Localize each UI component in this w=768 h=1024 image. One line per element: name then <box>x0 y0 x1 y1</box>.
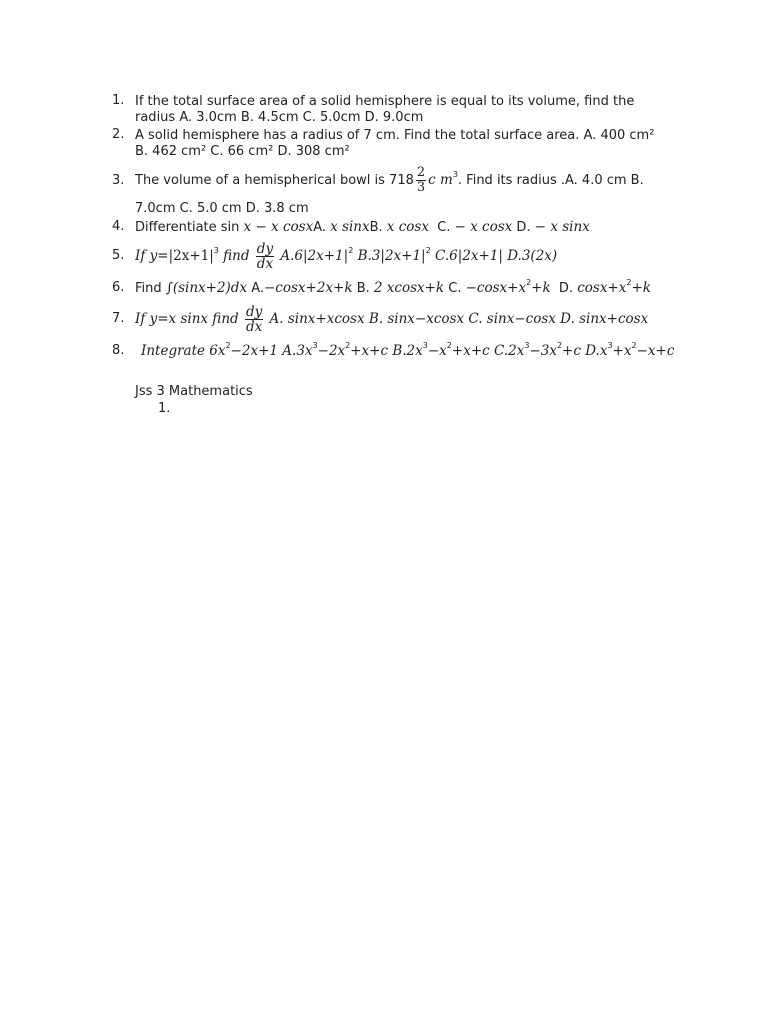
exponent: 2 <box>626 278 632 287</box>
text-segment: B. <box>369 220 387 235</box>
text-segment: C. <box>444 281 466 296</box>
fraction <box>256 242 274 271</box>
text-segment: A. <box>247 281 264 296</box>
math-expression: −cosx+2x+k <box>264 280 353 296</box>
exponent: 2 <box>348 246 354 255</box>
math-expression: If y=x sinx find <box>135 311 243 327</box>
question-number: 5. <box>112 248 125 263</box>
question-number: 7. <box>112 311 125 326</box>
exponent: 2 <box>225 341 231 350</box>
math-expression: +x <box>612 343 632 359</box>
question-number: 3. <box>112 173 125 188</box>
math-expression: ∫(sinx+2)dx <box>165 280 248 296</box>
exponent: 3 <box>422 341 428 350</box>
exponent: 3 <box>607 341 613 350</box>
math-expression: B.3|2x+1| <box>353 248 426 264</box>
exponent: 2 <box>526 278 532 287</box>
math-expression: −cosx+x <box>465 280 527 296</box>
fraction <box>416 166 426 195</box>
question-text: The volume of a hemispherical bowl is 718 <box>135 173 414 188</box>
math-expression: +c D.x <box>562 343 608 359</box>
fraction-denominator: dx <box>245 319 263 335</box>
question-text-line-1: If the total surface area of a solid hemisphere is equal to its volume, find the <box>135 94 635 109</box>
math-expression: Integrate <box>141 343 205 359</box>
question-text <box>135 280 651 297</box>
math-expression: 2 xcosx+k <box>373 280 445 296</box>
text-segment: Differentiate sin <box>135 220 244 235</box>
math-expression: A. sinx+xcosx B. sinx−xcosx C. sinx−cosx D. sinx+cosx <box>265 311 649 327</box>
text-segment: D. <box>512 220 535 235</box>
list-item-number: 1. <box>158 401 171 416</box>
exponent: 3 <box>452 170 458 179</box>
math-expression: C.6|2x+1| D.3(2x) <box>430 248 558 264</box>
exponent: 2 <box>345 341 351 350</box>
math-expression: +x+c C.2x <box>451 343 525 359</box>
math-expression: 6x <box>205 343 226 359</box>
math-expression: A.6|2x+1| <box>276 248 349 264</box>
question-number: 6. <box>112 280 125 295</box>
math-expression: +x+c B.2x <box>350 343 423 359</box>
question-text-line-2: radius A. 3.0cm B. 4.5cm C. 5.0cm D. 9.0cm <box>135 110 424 125</box>
question-text-line-2: B. 462 cm² C. 66 cm² D. 308 cm² <box>135 144 350 159</box>
math-expression: −2x <box>317 343 346 359</box>
fraction-denominator: 3 <box>416 180 426 195</box>
exponent: 2 <box>556 341 563 350</box>
question-number: 1. <box>112 93 125 108</box>
exponent: 2 <box>425 246 431 255</box>
math-expression: −3x <box>529 343 557 359</box>
question-text <box>135 239 557 273</box>
text-segment: C. <box>428 220 455 235</box>
exponent: 2 <box>446 341 452 350</box>
math-expression: |2x+1| <box>168 248 214 264</box>
math-expression: − x cosx <box>454 219 513 235</box>
question-number: 4. <box>112 219 125 234</box>
exponent: 3 <box>213 246 219 255</box>
fraction-numerator: dy <box>245 304 263 320</box>
math-expression: +k <box>531 280 551 296</box>
math-expression: − x sinx <box>534 219 590 235</box>
question-text-line-1: A solid hemisphere has a radius of 7 cm. Find the total surface area. A. 400 cm² <box>135 128 655 143</box>
math-expression: x sinx <box>330 219 370 235</box>
text-segment: D. <box>550 281 578 296</box>
exponent: 3 <box>524 341 530 350</box>
question-number: 2. <box>112 127 125 142</box>
math-expression: cosx+x <box>577 280 627 296</box>
math-expression: +k <box>631 280 651 296</box>
math-expression: find <box>218 248 254 264</box>
question-text-line-2: 7.0cm C. 5.0 cm D. 3.8 cm <box>135 201 309 216</box>
question-text <box>135 302 648 336</box>
math-expression: x − x cosx <box>243 219 314 235</box>
question-text <box>135 219 590 236</box>
question-text: . Find its radius .A. 4.0 cm B. <box>457 173 644 188</box>
fraction-numerator: dy <box>256 241 274 257</box>
math-expression: x cosx <box>386 219 429 235</box>
text-segment: A. <box>313 220 331 235</box>
math-expression: If y= <box>135 248 169 264</box>
unit: c m <box>428 172 453 188</box>
fraction <box>245 305 263 334</box>
fraction-numerator: 2 <box>416 165 426 180</box>
math-expression: −x <box>427 343 447 359</box>
fraction-denominator: dx <box>256 256 274 272</box>
math-expression: −2x+1 A.3x <box>230 343 313 359</box>
question-text-line-1 <box>135 163 644 197</box>
text-segment: B. <box>352 281 374 296</box>
section-title: Jss 3 Mathematics <box>135 384 253 399</box>
question-number: 8. <box>112 343 125 358</box>
text-segment: Find <box>135 281 166 296</box>
math-expression: −x+c <box>636 343 675 359</box>
exponent: 2 <box>631 341 637 350</box>
exponent: 3 <box>312 341 318 350</box>
question-text <box>141 343 674 360</box>
